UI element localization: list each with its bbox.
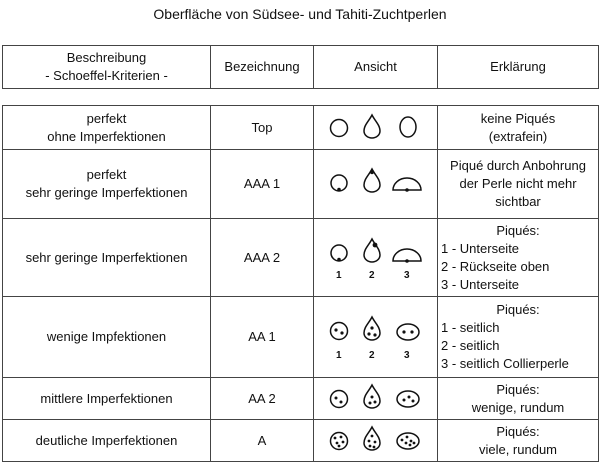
pearl-half-icon (390, 174, 424, 194)
header-view: Ansicht (314, 46, 438, 89)
pearl-flat-oval-icon (394, 430, 422, 452)
table-row-aaa2 (3, 219, 599, 297)
pearl-half-icon (390, 245, 424, 265)
view-label: 1 (336, 270, 342, 281)
explanation-line: keine Piqués (480, 110, 556, 126)
table-row-aa2 (3, 378, 599, 420)
row-grade: AA 1 (211, 297, 314, 378)
header-description (3, 46, 211, 89)
pearl-drop-icon (360, 237, 384, 265)
explanation-heading: Piqués: (496, 222, 540, 238)
header-description-line2: - Schoeffel-Kriterien - (45, 68, 168, 83)
row-description: mittlere Imperfektionen (3, 378, 211, 420)
pearl-flat-oval-icon (394, 321, 422, 343)
header-row (3, 46, 599, 89)
row-explanation (438, 378, 599, 420)
row-grade: AAA 2 (211, 219, 314, 297)
page-title: Oberfläche von Südsee- und Tahiti-Zuchtperlen (153, 6, 447, 22)
explanation-line: (extrafein) (488, 128, 548, 144)
grading-table (2, 105, 599, 462)
explanation-line: 2 - Rückseite oben (441, 258, 550, 274)
table-row-aaa1 (3, 150, 599, 219)
pearl-drop-icon (360, 113, 384, 141)
table-row-top (3, 106, 599, 150)
explanation-line: viele, rundum (478, 441, 558, 457)
pearl-drop-icon (360, 425, 384, 453)
pearl-round-icon (327, 429, 351, 453)
description-line: perfekt (86, 167, 127, 182)
row-grade: Top (211, 106, 314, 150)
explanation-heading: Piqués: (496, 302, 540, 317)
explanation-line: Piqués: (496, 381, 540, 397)
description-line: sehr geringe Imperfektionen (25, 185, 188, 200)
row-view (314, 378, 438, 420)
view-label: 2 (369, 270, 375, 281)
table-row-a (3, 420, 599, 462)
explanation-line: 3 - Unterseite (441, 276, 520, 292)
row-view (314, 219, 438, 297)
row-description: wenige Impfektionen (3, 297, 211, 378)
pearl-round-icon (327, 171, 351, 195)
explanation-line: Piqué durch Anbohrung (450, 158, 586, 173)
view-label: 3 (404, 350, 410, 361)
row-description (3, 106, 211, 150)
header-grade: Bezeichnung (211, 46, 314, 89)
explanation-line: der Perle nicht mehr (459, 176, 577, 191)
row-explanation (438, 150, 599, 219)
row-view (314, 420, 438, 462)
view-label: 1 (336, 350, 342, 361)
row-description (3, 150, 211, 219)
row-description: deutliche Imperfektionen (3, 420, 211, 462)
pearl-round-icon (327, 241, 351, 265)
pearl-round-icon (327, 387, 351, 411)
pearl-round-icon (327, 116, 351, 140)
pearl-drop-icon (360, 383, 384, 411)
row-explanation (438, 420, 599, 462)
header-explanation: Erklärung (438, 46, 599, 89)
row-grade: A (211, 420, 314, 462)
explanation-line: 2 - seitlich (441, 338, 500, 353)
row-explanation (438, 219, 599, 297)
pearl-oval-icon (396, 113, 420, 141)
row-explanation (438, 297, 599, 378)
view-label: 3 (404, 270, 410, 281)
row-view (314, 150, 438, 219)
row-description: sehr geringe Imperfektionen (3, 219, 211, 297)
header-table (2, 45, 599, 89)
pearl-drop-icon (360, 167, 384, 195)
explanation-line: 3 - seitlich Collierperle (441, 356, 569, 371)
pearl-flat-oval-icon (394, 388, 422, 410)
row-grade: AA 2 (211, 378, 314, 420)
explanation-line: 1 - Unterseite (441, 240, 520, 256)
row-explanation (438, 106, 599, 150)
row-grade: AAA 1 (211, 150, 314, 219)
description-line: ohne Imperfektionen (47, 128, 166, 144)
explanation-line: wenige, rundum (471, 399, 565, 415)
description-line: perfekt (86, 110, 127, 126)
pearl-drop-icon (360, 315, 384, 343)
explanation-line: sichtbar (495, 194, 541, 209)
row-view (314, 297, 438, 378)
explanation-line: 1 - seitlich (441, 320, 500, 335)
pearl-round-icon (327, 319, 351, 343)
view-label: 2 (369, 350, 375, 361)
table-row-aa1 (3, 297, 599, 378)
row-view (314, 106, 438, 150)
explanation-line: Piqués: (496, 423, 540, 439)
header-description-line1: Beschreibung (66, 50, 147, 65)
